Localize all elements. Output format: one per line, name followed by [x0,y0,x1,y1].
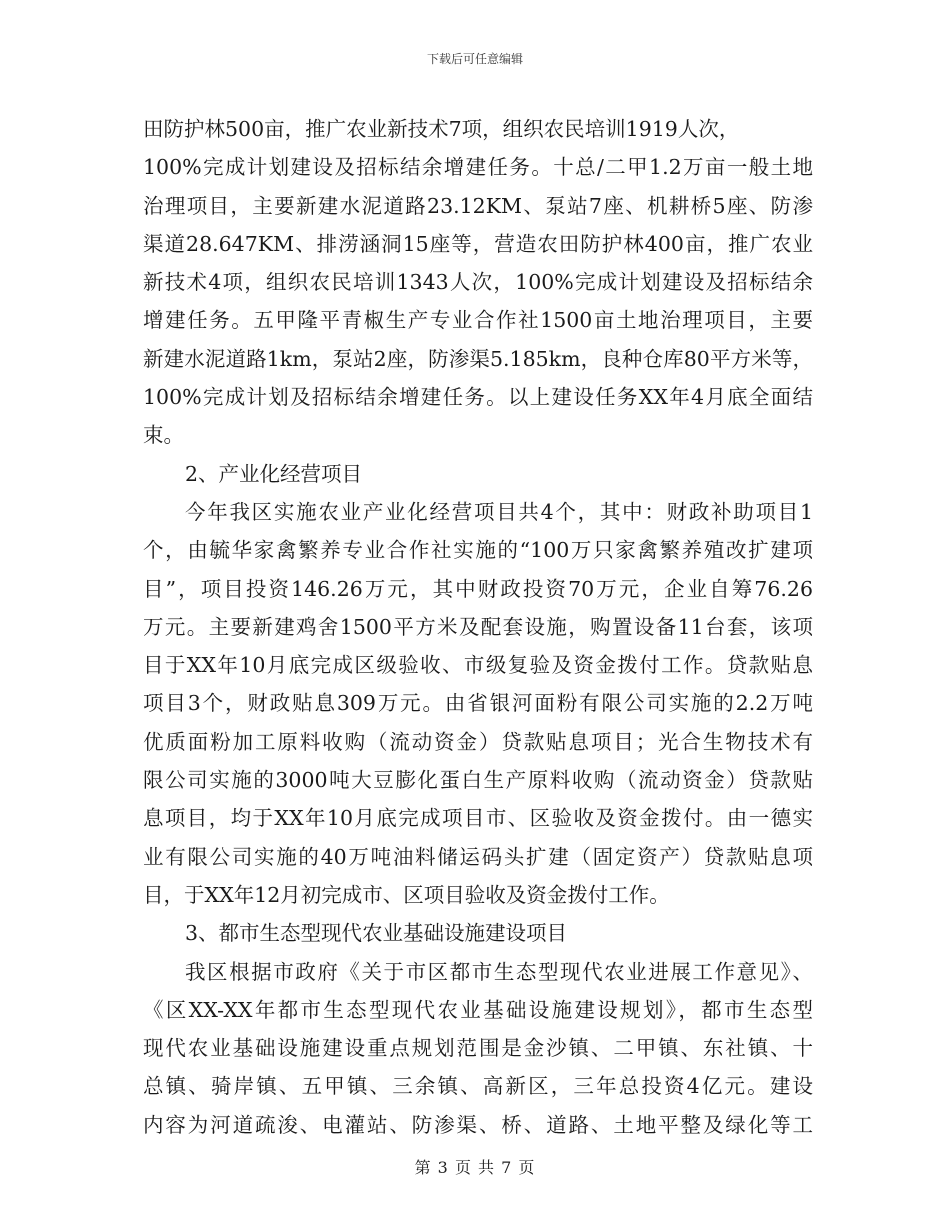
text-line: 万元。主要新建鸡舍1500平方米及配套设施，购置设备11台套，该项 [143,614,813,639]
text-line: 个，由毓华家禽繁养专业合作社实施的“100万只家禽繁养殖改扩建项 [143,538,813,563]
text-line: 业有限公司实施的40万吨油料储运码头扩建（固定资产）贷款贴息项 [143,844,813,869]
text-line: 内容为河道疏浚、电灌站、防渗渠、桥、道路、土地平整及绿化等工 [143,1112,813,1137]
text-line: 增建任务。五甲隆平青椒生产专业合作社1500亩土地治理项目，主要 [143,308,813,333]
text-line: 新建水泥道路1km，泵站2座，防渗渠5.185km，良种仓库80平方米等， [143,346,813,371]
text-line: 新技术4项，组织农民培训1343人次，100%完成计划建设及招标结余 [143,270,813,295]
text-line: 束。 [143,423,184,448]
text-line: 息项目，均于XX年10月底完成项目市、区验收及资金拨付。由一德实 [143,806,813,831]
page-footer: 第 3 页 共 7 页 [414,1158,536,1177]
page-header: 下载后可任意编辑 [426,52,523,66]
text-line: 限公司实施的3000吨大豆膨化蛋白生产原料收购（流动资金）贷款贴 [143,768,813,793]
text-line: 目”，项目投资146.26万元，其中财政投资70万元，企业自筹76.26 [143,576,813,601]
text-line: 目，于XX年12月初完成市、区项目验收及资金拨付工作。 [143,882,670,907]
text-line: 我区根据市政府《关于市区都市生态型现代农业进展工作意见》、 [185,959,813,984]
text-line: 目于XX年10月底完成区级验收、市级复验及资金拨付工作。贷款贴息 [143,653,813,678]
text-line: 今年我区实施农业产业化经营项目共4个，其中：财政补助项目1 [185,499,813,524]
text-line: 100%完成计划建设及招标结余增建任务。十总/二甲1.2万亩一般土地 [143,155,813,180]
section-heading: 3、都市生态型现代农业基础设施建设项目 [185,921,568,946]
text-line: 渠道28.647KM、排涝涵洞15座等，营造农田防护林400亩，推广农业 [143,231,813,256]
section-heading: 2、产业化经营项目 [185,461,363,486]
text-line: 项目3个，财政贴息309万元。由省银河面粉有限公司实施的2.2万吨 [143,691,813,716]
text-line: 100%完成计划及招标结余增建任务。以上建设任务XX年4月底全面结 [143,385,813,410]
text-line: 总镇、骑岸镇、五甲镇、三余镇、高新区，三年总投资4亿元。建设 [143,1074,813,1099]
text-line: 《区XX-XX年都市生态型现代农业基础设施建设规划》，都市生态型 [143,997,813,1022]
text-line: 田防护林500亩，推广农业新技术7项，组织农民培训1919人次， [143,117,740,141]
text-line: 现代农业基础设施建设重点规划范围是金沙镇、二甲镇、东社镇、十 [143,1036,813,1061]
body-text [143,110,813,1144]
text-line: 优质面粉加工原料收购（流动资金）贷款贴息项目；光合生物技术有 [143,729,813,754]
text-line: 治理项目，主要新建水泥道路23.12KM、泵站7座、机耕桥5座、防渗 [143,193,813,218]
